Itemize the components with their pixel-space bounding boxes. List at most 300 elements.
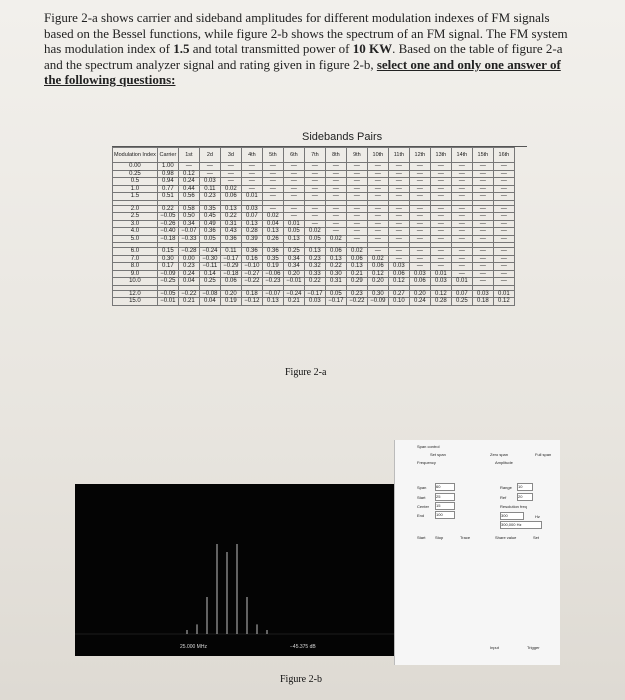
sideband-cell: 0.13 (220, 205, 241, 213)
table-row (113, 263, 515, 271)
sideband-cell: — (346, 178, 367, 186)
sideband-cell: — (493, 228, 514, 236)
header-sideband-2: 2d (199, 148, 220, 163)
sideband-cell: 0.12 (178, 170, 199, 178)
sideband-cell: 0.05 (304, 235, 325, 243)
sideband-cell: — (220, 178, 241, 186)
sideband-cell: — (388, 170, 409, 178)
mod-index-cell: 0.25 (113, 170, 158, 178)
sideband-cell: — (409, 220, 430, 228)
sideband-cell: — (430, 178, 451, 186)
sideband-cell: — (304, 163, 325, 171)
sideband-cell: — (472, 193, 493, 201)
sideband-cell: — (346, 185, 367, 193)
table-row (113, 235, 515, 243)
sideband-cell: 0.25 (283, 248, 304, 256)
sideband-cell: 0.03 (430, 278, 451, 286)
sideband-cell: — (472, 235, 493, 243)
sideband-cell: 0.05 (283, 228, 304, 236)
sideband-cell: — (430, 235, 451, 243)
set-button[interactable]: Set (533, 535, 540, 540)
mod-index-cell: 1.5 (113, 193, 158, 201)
sideband-cell: — (430, 163, 451, 171)
sideband-cell: — (430, 193, 451, 201)
sideband-cell: — (262, 178, 283, 186)
sideband-cell: 0.03 (199, 178, 220, 186)
sideband-cell: — (388, 213, 409, 221)
input-label: Input (490, 645, 499, 650)
sideband-cell: — (388, 205, 409, 213)
sideband-cell: — (388, 178, 409, 186)
mod-index-cell: 0.00 (113, 163, 158, 171)
sideband-cell: 0.01 (283, 220, 304, 228)
sideband-cell: — (283, 193, 304, 201)
ref-field-value: 20 (518, 494, 523, 499)
sideband-cell: — (430, 228, 451, 236)
sideband-cell: 0.31 (220, 220, 241, 228)
header-sideband-16: 16th (493, 148, 514, 163)
sideband-cell: — (367, 163, 388, 171)
sideband-cell: 0.21 (178, 298, 199, 306)
mod-index-cell: 3.0 (113, 220, 158, 228)
mod-index-cell: 0.5 (113, 178, 158, 186)
modulation-index-value: 1.5 (173, 41, 190, 57)
sideband-cell: — (472, 278, 493, 286)
sideband-cell: — (472, 248, 493, 256)
sideband-cell: 0.02 (262, 213, 283, 221)
sideband-cell: 0.11 (220, 248, 241, 256)
header-sideband-7: 7th (304, 148, 325, 163)
table-row (113, 170, 515, 178)
sideband-cell: 0.02 (325, 235, 346, 243)
sideband-cell: — (367, 235, 388, 243)
carrier-cell: −0.40 (157, 228, 178, 236)
center-field[interactable] (435, 502, 455, 510)
sideband-cell: 0.23 (199, 193, 220, 201)
sideband-cell: 0.07 (451, 290, 472, 298)
table-header-row (113, 148, 515, 163)
sideband-cell: — (430, 255, 451, 263)
table-row (113, 193, 515, 201)
sideband-cell: −0.12 (241, 298, 262, 306)
sideband-cell: 0.28 (430, 298, 451, 306)
header-sideband-15: 15th (472, 148, 493, 163)
start-field[interactable] (435, 493, 455, 501)
sideband-cell: — (325, 178, 346, 186)
sideband-cell: 0.20 (409, 290, 430, 298)
span-control-label: Span control (417, 444, 440, 449)
sideband-cell: — (451, 205, 472, 213)
sideband-cell: −0.07 (262, 290, 283, 298)
sideband-cell: — (409, 263, 430, 271)
sideband-cell: 0.25 (451, 298, 472, 306)
sideband-cell: — (367, 228, 388, 236)
mod-index-cell: 8.0 (113, 263, 158, 271)
sideband-cell: 0.34 (283, 263, 304, 271)
mod-index-cell: 5.0 (113, 235, 158, 243)
sideband-cell: −0.11 (199, 263, 220, 271)
sideband-cell: 0.39 (241, 235, 262, 243)
sideband-cell: — (409, 228, 430, 236)
sideband-cell: 0.25 (199, 278, 220, 286)
sideband-cell: — (283, 170, 304, 178)
header-sideband-4: 4th (241, 148, 262, 163)
sideband-cell: — (346, 228, 367, 236)
sideband-cell: — (430, 220, 451, 228)
sideband-cell: 0.13 (262, 298, 283, 306)
sideband-cell: — (367, 248, 388, 256)
sideband-cell: 0.03 (241, 205, 262, 213)
sideband-cell: 0.02 (346, 248, 367, 256)
header-sideband-11: 11th (388, 148, 409, 163)
sideband-cell: — (199, 170, 220, 178)
sideband-cell: 0.05 (325, 290, 346, 298)
sideband-cell: — (325, 163, 346, 171)
sideband-cell: — (451, 213, 472, 221)
sideband-cell: −0.22 (241, 278, 262, 286)
sideband-cell: 0.36 (262, 248, 283, 256)
sideband-cell: 0.27 (388, 290, 409, 298)
sideband-cell: −0.17 (304, 290, 325, 298)
sideband-cell: — (409, 193, 430, 201)
sideband-cell: — (304, 193, 325, 201)
sideband-cell: 0.36 (241, 248, 262, 256)
sideband-cell: 0.35 (262, 255, 283, 263)
sideband-cell: 0.05 (199, 235, 220, 243)
amplitude-label: Amplitude (495, 460, 513, 465)
question-instruction: select one and only one answer of the following questions: (44, 56, 561, 88)
sideband-cell: — (346, 170, 367, 178)
resolution-field[interactable] (500, 512, 524, 520)
sideband-cell: −0.29 (220, 263, 241, 271)
question-part1: Figure 2-a shows carrier and sideband amplitudes for different modulation indexes of FM signals based on the Bessel functions, while figure 2-b shows the spectrum of an FM signal. The FM system has modulation index of (44, 10, 568, 57)
sideband-cell: 0.50 (178, 213, 199, 221)
sideband-cell: — (472, 163, 493, 171)
sideband-cell: 0.20 (283, 270, 304, 278)
header-sideband-14: 14th (451, 148, 472, 163)
sideband-cell: 0.00 (178, 255, 199, 263)
sideband-cell: — (388, 185, 409, 193)
table-row (113, 248, 515, 256)
sideband-cell: — (409, 178, 430, 186)
frequency-label: Frequency (417, 460, 436, 465)
center-field-label: Center (417, 504, 430, 509)
sideband-cell: — (388, 248, 409, 256)
figure-2a-caption: Figure 2-a (285, 367, 327, 378)
table-row (113, 185, 515, 193)
sideband-cell: — (409, 235, 430, 243)
sideband-cell: — (472, 170, 493, 178)
header-sideband-13: 13th (430, 148, 451, 163)
mod-index-cell: 9.0 (113, 270, 158, 278)
sideband-cell: — (430, 205, 451, 213)
sideband-cell: 0.21 (283, 298, 304, 306)
sideband-cell: — (451, 193, 472, 201)
sideband-cell: 0.12 (367, 270, 388, 278)
sideband-cell: — (325, 170, 346, 178)
sideband-cell: — (493, 178, 514, 186)
sideband-cell: 0.01 (493, 290, 514, 298)
analyzer-control-panel (394, 440, 560, 665)
header-sideband-9: 9th (346, 148, 367, 163)
carrier-cell: 0.17 (157, 263, 178, 271)
sideband-cell: — (325, 205, 346, 213)
header-sideband-1: 1st (178, 148, 199, 163)
sideband-cell: 0.06 (388, 270, 409, 278)
sideband-cell: 0.49 (199, 220, 220, 228)
sideband-cell: — (241, 178, 262, 186)
mod-index-cell: 2.0 (113, 205, 158, 213)
sideband-cell: — (451, 185, 472, 193)
sideband-cell: — (409, 255, 430, 263)
carrier-cell: −0.09 (157, 270, 178, 278)
sideband-cell: 0.24 (178, 178, 199, 186)
carrier-cell: 0.22 (157, 205, 178, 213)
carrier-cell: −0.01 (157, 298, 178, 306)
sideband-cell: 0.16 (241, 255, 262, 263)
table-row (113, 205, 515, 213)
sideband-cell: 0.22 (304, 278, 325, 286)
sideband-cell: — (304, 178, 325, 186)
sideband-cell: 0.28 (241, 228, 262, 236)
sideband-cell: — (472, 178, 493, 186)
sideband-cell: −0.24 (283, 290, 304, 298)
sideband-cell: — (367, 185, 388, 193)
question-part2: and total transmitted power of (189, 41, 353, 57)
sideband-cell: — (262, 170, 283, 178)
center-field-value: 15 (436, 503, 441, 508)
sideband-cell: — (304, 185, 325, 193)
sideband-cell: — (493, 220, 514, 228)
span-field-value: 60 (436, 484, 441, 489)
sideband-cell: — (430, 185, 451, 193)
sideband-cell: — (304, 205, 325, 213)
sideband-cell: — (493, 185, 514, 193)
ref-label: Ref (500, 495, 507, 500)
span-field-label: Span (417, 485, 427, 490)
sideband-cell: 0.43 (220, 228, 241, 236)
table-row (113, 290, 515, 298)
sideband-cell: — (409, 163, 430, 171)
sideband-cell: 0.36 (199, 228, 220, 236)
spectrum-analyzer-screen (75, 484, 395, 656)
sideband-cell: — (451, 270, 472, 278)
sideband-cell: — (493, 248, 514, 256)
start-field-value: 25 (436, 494, 441, 499)
sideband-cell: 0.12 (388, 278, 409, 286)
mod-index-cell: 1.0 (113, 185, 158, 193)
sideband-cell: — (493, 205, 514, 213)
sideband-cell: — (367, 220, 388, 228)
header-sideband-3: 3d (220, 148, 241, 163)
sideband-cell: 0.36 (220, 235, 241, 243)
header-sideband-5: 5th (262, 148, 283, 163)
sideband-cell: 0.01 (451, 278, 472, 286)
sideband-cell: — (178, 163, 199, 171)
sideband-cell: −0.17 (325, 298, 346, 306)
sideband-cell: — (451, 220, 472, 228)
sideband-cell: −0.09 (367, 298, 388, 306)
sideband-cell: 0.06 (220, 193, 241, 201)
sideband-cell: 0.04 (178, 278, 199, 286)
sideband-cell: 0.13 (262, 228, 283, 236)
sideband-cell: — (451, 235, 472, 243)
sideband-cell: 0.33 (304, 270, 325, 278)
sideband-cell: — (472, 263, 493, 271)
sideband-cell: — (283, 185, 304, 193)
sideband-cell: — (430, 263, 451, 271)
sideband-cell: — (409, 185, 430, 193)
full-span-label: Full span (535, 452, 552, 457)
table-row (113, 213, 515, 221)
mod-index-cell: 12.0 (113, 290, 158, 298)
sideband-cell: 0.11 (199, 185, 220, 193)
stop-button[interactable]: Stop (435, 535, 444, 540)
sideband-cell: 0.30 (367, 290, 388, 298)
table-row (113, 163, 515, 171)
sideband-cell: — (241, 185, 262, 193)
sideband-cell: — (325, 213, 346, 221)
sideband-cell: — (220, 170, 241, 178)
header-carrier: Carrier (157, 148, 178, 163)
sideband-cell: — (430, 248, 451, 256)
sideband-cell: — (388, 163, 409, 171)
sideband-cell: 0.02 (304, 228, 325, 236)
sideband-cell: — (367, 178, 388, 186)
carrier-cell: −0.25 (157, 278, 178, 286)
sideband-cell: 0.45 (199, 213, 220, 221)
sideband-cell: — (283, 178, 304, 186)
sideband-cell: — (451, 255, 472, 263)
sidebands-title: Sidebands Pairs (302, 131, 383, 143)
sideband-cell: — (241, 163, 262, 171)
sideband-cell: — (493, 255, 514, 263)
sideband-cell: 0.44 (178, 185, 199, 193)
mod-index-cell: 10.0 (113, 278, 158, 286)
sideband-cell: — (388, 235, 409, 243)
sideband-cell: 0.06 (346, 255, 367, 263)
sideband-cell: 0.13 (283, 235, 304, 243)
span-field[interactable] (435, 483, 455, 491)
sideband-cell: 0.13 (304, 248, 325, 256)
sideband-cell: — (493, 263, 514, 271)
sideband-cell: 0.30 (325, 270, 346, 278)
ref-field[interactable] (517, 493, 533, 501)
sideband-cell: 0.34 (283, 255, 304, 263)
sideband-cell: 0.03 (409, 270, 430, 278)
sideband-cell: — (430, 213, 451, 221)
carrier-cell: −0.18 (157, 235, 178, 243)
sideband-cell: — (451, 263, 472, 271)
sideband-cell: — (325, 228, 346, 236)
sideband-cell: — (472, 205, 493, 213)
sideband-cell: — (451, 163, 472, 171)
mod-index-cell: 15.0 (113, 298, 158, 306)
bessel-table (112, 147, 515, 306)
sideband-cell: — (262, 193, 283, 201)
sideband-cell: — (346, 163, 367, 171)
sideband-cell: −0.24 (199, 248, 220, 256)
question-part3: . Based on the table of figure 2-a and the spectrum analyzer signal and rating given in figure 2-b, (44, 41, 563, 72)
sideband-cell: −0.23 (262, 278, 283, 286)
sideband-cell: — (451, 248, 472, 256)
share-value-button[interactable]: Share value (495, 535, 517, 540)
sideband-cell: — (472, 255, 493, 263)
range-label: Range (500, 485, 512, 490)
sideband-cell: −0.07 (178, 228, 199, 236)
sideband-cell: 0.19 (220, 298, 241, 306)
sideband-cell: — (325, 185, 346, 193)
resolution-bandwidth-field[interactable] (500, 521, 542, 529)
bessel-table-figure (112, 125, 527, 345)
sideband-cell: — (346, 220, 367, 228)
resolution-unit: Hz (535, 514, 540, 519)
center-frequency-label: 25.000 MHz (180, 644, 207, 650)
sideband-cell: 0.18 (241, 290, 262, 298)
carrier-cell: −0.26 (157, 220, 178, 228)
sideband-cell: — (346, 193, 367, 201)
sideband-cell: — (409, 170, 430, 178)
sideband-cell: 0.12 (493, 298, 514, 306)
header-sideband-12: 12th (409, 148, 430, 163)
sideband-cell: — (388, 220, 409, 228)
start-button[interactable]: Start (417, 535, 426, 540)
sideband-cell: −0.22 (178, 290, 199, 298)
sideband-cell: −0.33 (178, 235, 199, 243)
sideband-cell: — (409, 205, 430, 213)
set-span-label: Set span (430, 452, 446, 457)
table-row (113, 255, 515, 263)
table-row (113, 228, 515, 236)
sideband-cell: — (388, 228, 409, 236)
sideband-cell: 0.03 (472, 290, 493, 298)
sideband-cell: 0.58 (178, 205, 199, 213)
sideband-cell: — (325, 193, 346, 201)
carrier-cell: −0.05 (157, 213, 178, 221)
sideband-cell: 0.06 (220, 278, 241, 286)
sideband-cell: 0.32 (304, 263, 325, 271)
sideband-cell: −0.28 (178, 248, 199, 256)
figure-2b-caption: Figure 2-b (280, 674, 322, 685)
sideband-cell: −0.30 (199, 255, 220, 263)
sideband-cell: — (262, 205, 283, 213)
sideband-cell: 0.18 (472, 298, 493, 306)
sideband-cell: — (472, 270, 493, 278)
trace-button[interactable]: Trace (460, 535, 471, 540)
sideband-cell: — (493, 270, 514, 278)
sideband-cell: 0.01 (241, 193, 262, 201)
sideband-cell: −0.01 (283, 278, 304, 286)
sideband-cell: — (283, 163, 304, 171)
range-field[interactable] (517, 483, 533, 491)
sideband-cell: — (262, 163, 283, 171)
sideband-cell: 0.03 (304, 298, 325, 306)
sideband-cell: −0.17 (220, 255, 241, 263)
mod-index-cell: 4.0 (113, 228, 158, 236)
sideband-cell: — (304, 220, 325, 228)
sideband-cell: — (493, 163, 514, 171)
sideband-cell: — (451, 170, 472, 178)
carrier-cell: 0.98 (157, 170, 178, 178)
sideband-cell: — (430, 170, 451, 178)
sideband-cell: −0.18 (220, 270, 241, 278)
end-field[interactable] (435, 511, 455, 519)
sideband-cell: — (367, 205, 388, 213)
carrier-cell: 0.77 (157, 185, 178, 193)
sideband-cell: 0.06 (367, 263, 388, 271)
sideband-cell: −0.27 (241, 270, 262, 278)
sideband-cell: — (388, 193, 409, 201)
